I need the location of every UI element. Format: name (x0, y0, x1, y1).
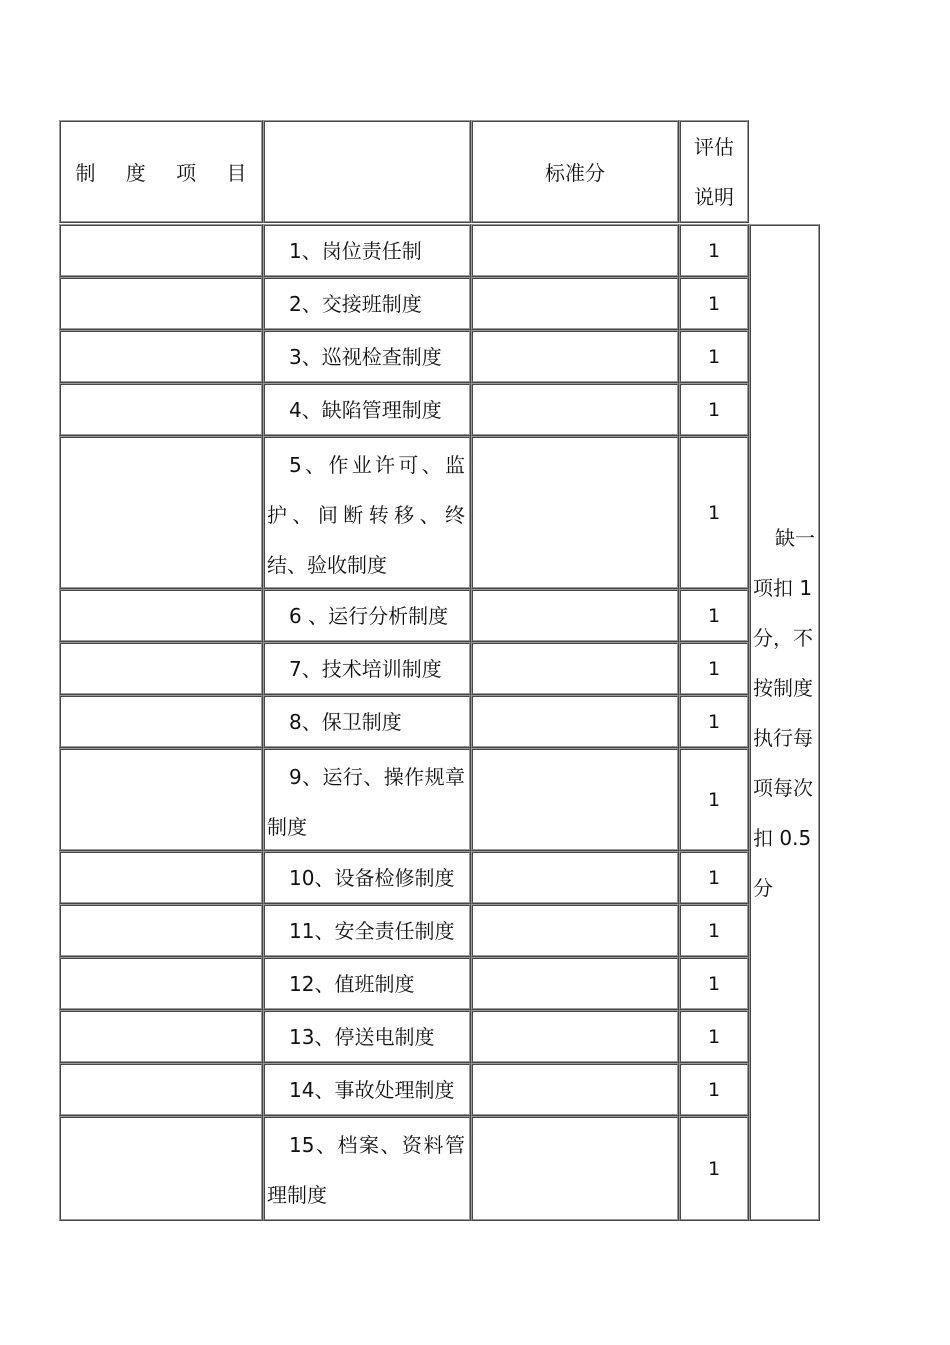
score-value: 1 (707, 710, 721, 733)
system-item-cell (59, 957, 263, 1010)
item-detail-cell (263, 383, 471, 436)
score-cell (679, 957, 749, 1010)
item-detail-cell (263, 695, 471, 748)
system-item-cell (59, 748, 263, 851)
standard-score-cell (471, 383, 679, 436)
score-cell (679, 1116, 749, 1221)
item-detail-cell (263, 224, 471, 277)
standard-score-cell (471, 904, 679, 957)
evaluation-note-text: 缺一项扣 1 分，不按制度执行每项每次扣 0.5 分 (753, 525, 815, 900)
item-detail-text: 1、岗位责任制 (289, 238, 422, 263)
item-detail-text: 5、作业许可、监护、间断转移、终结、验收制度 (267, 453, 465, 577)
score-cell (679, 330, 749, 383)
score-value: 1 (707, 788, 721, 811)
item-detail-text: 6 、运行分析制度 (289, 603, 449, 628)
system-item-cell (59, 330, 263, 383)
score-value: 1 (707, 345, 721, 368)
standard-score-cell (471, 695, 679, 748)
score-value: 1 (707, 501, 721, 524)
item-detail-text: 12、值班制度 (289, 971, 415, 996)
system-item-cell (59, 851, 263, 904)
score-cell (679, 589, 749, 642)
evaluation-note (749, 224, 820, 1221)
system-item-cell (59, 642, 263, 695)
system-item-cell (59, 277, 263, 330)
standard-score-cell (471, 330, 679, 383)
score-value: 1 (707, 972, 721, 995)
item-detail-cell (263, 277, 471, 330)
system-item-cell (59, 589, 263, 642)
score-value: 1 (707, 866, 721, 889)
system-item-cell (59, 1010, 263, 1063)
score-cell (679, 277, 749, 330)
score-cell (679, 695, 749, 748)
standard-score-cell (471, 642, 679, 695)
standard-score-cell (471, 748, 679, 851)
header-evaluation-label: 评估说明 (694, 134, 734, 209)
item-detail-text: 2、交接班制度 (289, 291, 422, 316)
score-value: 1 (707, 1025, 721, 1048)
item-detail-cell (263, 1063, 471, 1116)
item-detail-text: 14、事故处理制度 (289, 1077, 455, 1102)
item-detail-cell (263, 904, 471, 957)
score-value: 1 (707, 1157, 721, 1180)
header-system-item-label: 制 度 项 目 (75, 161, 259, 185)
standard-score-cell (471, 957, 679, 1010)
item-detail-cell (263, 748, 471, 851)
standard-score-cell (471, 1116, 679, 1221)
item-detail-cell (263, 589, 471, 642)
item-detail-cell (263, 851, 471, 904)
standard-score-cell (471, 851, 679, 904)
score-value: 1 (707, 657, 721, 680)
item-detail-cell (263, 642, 471, 695)
score-cell (679, 383, 749, 436)
standard-score-cell (471, 1010, 679, 1063)
header-standard-score (471, 120, 679, 223)
score-cell (679, 748, 749, 851)
score-value: 1 (707, 239, 721, 262)
item-detail-text: 7、技术培训制度 (289, 656, 442, 681)
score-value: 1 (707, 919, 721, 942)
item-detail-text: 15、档案、资料管理制度 (267, 1133, 465, 1207)
item-detail-text: 9、运行、操作规章制度 (267, 765, 465, 839)
item-detail-text: 13、停送电制度 (289, 1024, 435, 1049)
system-item-cell (59, 904, 263, 957)
item-detail-text: 11、安全责任制度 (289, 918, 455, 943)
header-evaluation (679, 120, 749, 223)
item-detail-cell (263, 1116, 471, 1221)
score-value: 1 (707, 398, 721, 421)
header-standard-score-label: 标准分 (545, 161, 605, 185)
score-cell (679, 1010, 749, 1063)
item-detail-cell (263, 1010, 471, 1063)
score-value: 1 (707, 1078, 721, 1101)
item-detail-cell (263, 957, 471, 1010)
score-cell (679, 904, 749, 957)
item-detail-cell (263, 330, 471, 383)
item-detail-text: 8、保卫制度 (289, 709, 402, 734)
system-item-cell (59, 1116, 263, 1221)
item-detail-text: 10、设备检修制度 (289, 865, 455, 890)
system-item-cell (59, 695, 263, 748)
standard-score-cell (471, 436, 679, 589)
header-system-item (59, 120, 263, 223)
score-cell (679, 436, 749, 589)
standard-score-cell (471, 1063, 679, 1116)
score-cell (679, 224, 749, 277)
system-item-cell (59, 1063, 263, 1116)
standard-score-cell (471, 277, 679, 330)
header-item-detail (263, 120, 471, 223)
item-detail-cell (263, 436, 471, 589)
score-value: 1 (707, 292, 721, 315)
standard-score-cell (471, 224, 679, 277)
score-cell (679, 1063, 749, 1116)
system-item-cell (59, 436, 263, 589)
score-value: 1 (707, 604, 721, 627)
score-cell (679, 851, 749, 904)
standard-score-cell (471, 589, 679, 642)
system-item-cell (59, 224, 263, 277)
score-cell (679, 642, 749, 695)
item-detail-text: 4、缺陷管理制度 (289, 397, 442, 422)
system-item-cell (59, 383, 263, 436)
item-detail-text: 3、巡视检查制度 (289, 344, 442, 369)
